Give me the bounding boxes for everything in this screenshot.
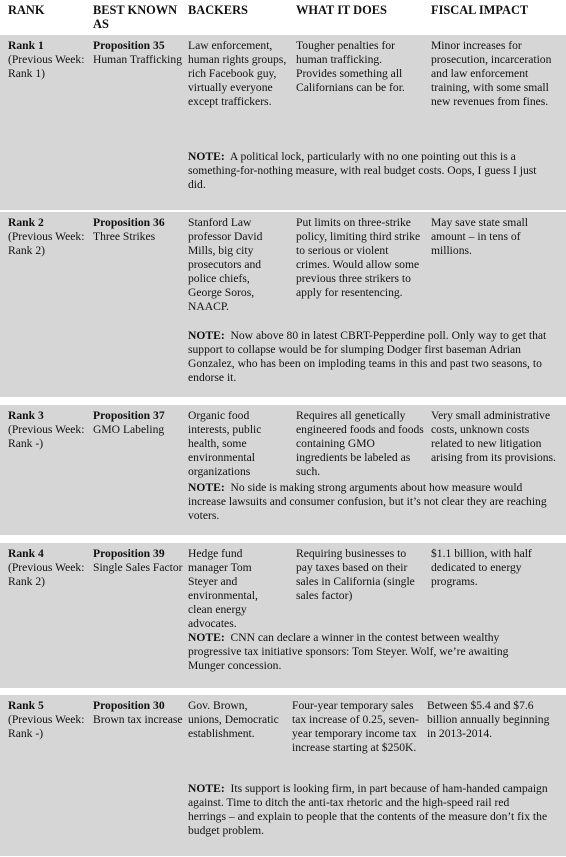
- header-rank: RANK: [8, 3, 45, 17]
- note-label: NOTE:: [188, 631, 225, 644]
- header-best-known-as: BEST KNOWN AS: [93, 3, 178, 31]
- fiscal-impact-cell: May save state small amount – in tens of millions.: [431, 216, 528, 257]
- rank-cell: [8, 216, 90, 258]
- backers-cell: Law enforcement, human rights groups, rich Facebook guy, virtually everyone except traffickers.: [188, 39, 287, 108]
- row-note: [188, 329, 548, 385]
- table-row: [0, 212, 566, 397]
- proposition-number: Proposition 36: [93, 216, 165, 229]
- backers-cell: Stanford Law professor David Mills, big city prosecutors and police chiefs, George Soros, NAACP.: [188, 216, 263, 313]
- proposition-name: Single Sales Factor: [93, 561, 183, 574]
- previous-rank: (Previous Week: Rank 2): [8, 561, 85, 588]
- proposition-number: Proposition 30: [93, 699, 165, 712]
- rank-label: Rank 4: [8, 547, 44, 560]
- proposition-number: Proposition 39: [93, 547, 165, 560]
- note-label: NOTE:: [188, 150, 225, 163]
- note-label: NOTE:: [188, 481, 225, 494]
- proposition-name: GMO Labeling: [93, 423, 165, 436]
- previous-rank: (Previous Week: Rank -): [8, 423, 85, 450]
- rank-cell: [8, 39, 90, 81]
- table-row: [0, 543, 566, 688]
- backers-cell: Hedge fund manager Tom Steyer and environmental, clean energy advocates.: [188, 547, 258, 630]
- note-text: Now above 80 in latest CBRT-Pepperdine poll. Only way to get that support to collapse would be for slumping Dodger first baseman Adrian Gonzalez, who has been on imploding teams in this and past two seasons, to endorse it.: [188, 329, 547, 384]
- table-row: [0, 405, 566, 535]
- proposition-cell: [93, 699, 183, 727]
- rank-label: Rank 3: [8, 409, 44, 422]
- row-note: [188, 481, 548, 523]
- proposition-name: Three Strikes: [93, 230, 156, 243]
- rank-label: Rank 2: [8, 216, 44, 229]
- row-note: [188, 782, 548, 838]
- backers-cell: Gov. Brown, unions, Democratic establishment.: [188, 699, 279, 740]
- rank-cell: [8, 547, 90, 589]
- what-it-does-cell: Tougher penalties for human trafficking. Provides something all Californians can be for.: [296, 39, 405, 94]
- table-header: [0, 0, 566, 34]
- proposition-cell: [93, 409, 183, 437]
- what-it-does-cell: Four-year temporary sales tax increase of 0.25, seven-year temporary income tax increase starting at $250K.: [292, 699, 419, 754]
- proposition-name: Brown tax increase: [93, 713, 183, 726]
- previous-rank: (Previous Week: Rank -): [8, 713, 85, 740]
- fiscal-impact-cell: Minor increases for prosecution, incarceration and law enforcement training, with some small new revenues from fines.: [431, 39, 552, 108]
- note-text: Its support is looking firm, in part because of ham-handed campaign against. Time to ditch the anti-tax rhetoric and the high-speed rail red herrings – and explain to people that the contents of the measure don’t fix the budget problem.: [188, 782, 548, 837]
- header-backers: BACKERS: [188, 3, 248, 17]
- note-label: NOTE:: [188, 329, 225, 342]
- what-it-does-cell: Requiring businesses to pay taxes based on their sales in California (single sales factor): [296, 547, 415, 602]
- row-note: [188, 150, 548, 192]
- what-it-does-cell: Requires all genetically engineered foods and foods containing GMO ingredients be labeled as such.: [296, 409, 424, 478]
- proposition-cell: [93, 39, 183, 67]
- note-text: No side is making strong arguments about how measure would increase lawsuits and consumer confusion, but it’s not clear they are reaching voters.: [188, 481, 547, 522]
- what-it-does-cell: Put limits on three-strike policy, limiting third strike to serious or violent crimes. Would allow some previous three strikers to apply for resentencing.: [296, 216, 421, 299]
- proposition-cell: [93, 216, 183, 244]
- proposition-number: Proposition 37: [93, 409, 165, 422]
- fiscal-impact-cell: Between $5.4 and $7.6 billion annually beginning in 2013-2014.: [427, 699, 550, 740]
- fiscal-impact-cell: Very small administrative costs, unknown costs related to new litigation arising from its provisions.: [431, 409, 556, 464]
- rank-cell: [8, 699, 90, 741]
- rank-cell: [8, 409, 90, 451]
- header-fiscal-impact: FISCAL IMPACT: [431, 3, 529, 17]
- note-text: CNN can declare a winner in the contest between wealthy progressive tax initiative sponsors: Tom Steyer. Wolf, we’re awaiting Munger concession.: [188, 631, 509, 672]
- backers-cell: Organic food interests, public health, some environmental organizations: [188, 409, 262, 478]
- rank-label: Rank 5: [8, 699, 44, 712]
- proposition-cell: [93, 547, 183, 575]
- note-text: A political lock, particularly with no one pointing out this is a something-for-nothing measure, with real budget costs. Oops, I guess I just did.: [188, 150, 537, 191]
- header-what-it-does: WHAT IT DOES: [296, 3, 387, 17]
- previous-rank: (Previous Week: Rank 2): [8, 230, 85, 257]
- row-note: [188, 631, 548, 673]
- note-label: NOTE:: [188, 782, 225, 795]
- previous-rank: (Previous Week: Rank 1): [8, 53, 85, 80]
- table-row: [0, 35, 566, 210]
- rank-label: Rank 1: [8, 39, 44, 52]
- fiscal-impact-cell: $1.1 billion, with half dedicated to energy programs.: [431, 547, 532, 588]
- table-row: [0, 695, 566, 856]
- proposition-name: Human Trafficking: [93, 53, 182, 66]
- proposition-number: Proposition 35: [93, 39, 165, 52]
